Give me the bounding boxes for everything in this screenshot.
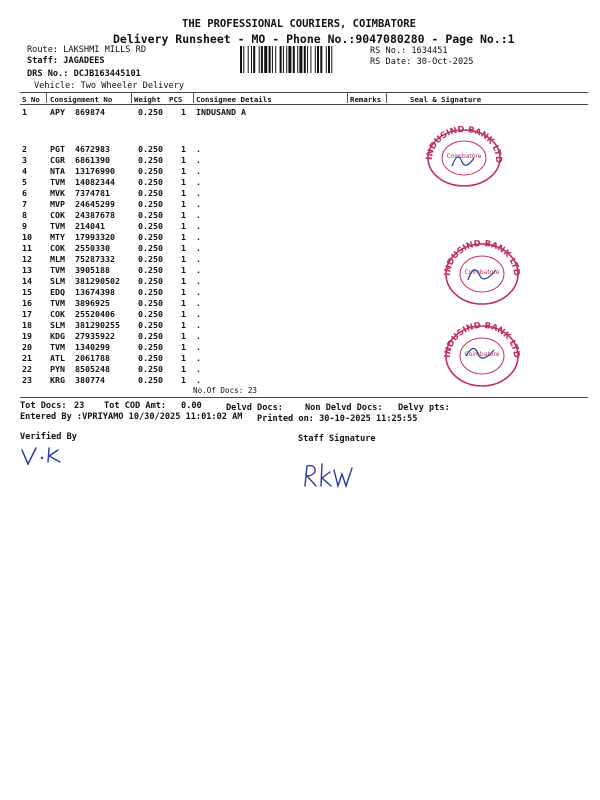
row-weight: 0.250 [138, 144, 163, 154]
tot-docs-label: Tot Docs: [20, 401, 67, 411]
row-weight: 0.250 [138, 298, 163, 308]
row-consignment-number: 14082344 [75, 177, 115, 187]
staff-signature [300, 458, 360, 492]
row-origin-code: ATL [50, 353, 65, 363]
row-sno: 21 [22, 353, 32, 363]
row-pcs: 1 [181, 375, 186, 385]
row-sno: 5 [22, 177, 27, 187]
col-header-consignee: Consignee Details [196, 95, 272, 104]
row-origin-code: PYN [50, 364, 65, 374]
row-sno: 1 [22, 107, 27, 117]
svg-text:INDUSIND BANK LTD: INDUSIND BANK LTD [442, 238, 522, 277]
row-consignment-number: 17993320 [75, 232, 115, 242]
row-weight: 0.250 [138, 232, 163, 242]
row-consignee: INDUSAND A [196, 107, 246, 117]
row-weight: 0.250 [138, 342, 163, 352]
row-origin-code: TVM [50, 221, 65, 231]
row-consignment-number: 75287332 [75, 254, 115, 264]
row-consignee: . [196, 144, 201, 154]
row-pcs: 1 [181, 309, 186, 319]
row-consignee: . [196, 309, 201, 319]
row-origin-code: COK [50, 243, 65, 253]
row-weight: 0.250 [138, 254, 163, 264]
row-sno: 9 [22, 221, 27, 231]
row-consignment-number: 7374781 [75, 188, 110, 198]
col-header-consignment: Consignment No [50, 95, 113, 104]
table-header-rule [20, 104, 588, 105]
row-consignee: . [196, 221, 201, 231]
route-label: Route: LAKSHMI MILLS RD [27, 45, 146, 55]
row-pcs: 1 [181, 199, 186, 209]
verified-signature [16, 442, 66, 470]
row-sno: 8 [22, 210, 27, 220]
row-consignment-number: 13674398 [75, 287, 115, 297]
row-origin-code: MTY [50, 232, 65, 242]
row-origin-code: TVM [50, 298, 65, 308]
row-consignee: . [196, 364, 201, 374]
row-pcs: 1 [181, 276, 186, 286]
col-sep [46, 92, 47, 103]
row-weight: 0.250 [138, 375, 163, 385]
row-weight: 0.250 [138, 107, 163, 117]
row-weight: 0.250 [138, 287, 163, 297]
svg-text:Coimbatore: Coimbatore [464, 351, 500, 358]
row-pcs: 1 [181, 320, 186, 330]
runsheet-title: Delivery Runsheet - MO - Phone No.:9047080280 - Page No.:1 [113, 32, 515, 46]
row-pcs: 1 [181, 144, 186, 154]
entered-by: Entered By :VPRIYAMO 10/30/2025 11:01:02 AM [20, 412, 243, 422]
row-pcs: 1 [181, 188, 186, 198]
svg-text:Coimbatore: Coimbatore [464, 269, 500, 276]
row-consignee: . [196, 210, 201, 220]
row-sno: 22 [22, 364, 32, 374]
verified-by-label: Verified By [20, 432, 77, 442]
row-consignment-number: 24387678 [75, 210, 115, 220]
row-weight: 0.250 [138, 177, 163, 187]
table-top-rule [20, 92, 588, 93]
row-origin-code: MLM [50, 254, 65, 264]
row-consignee: . [196, 155, 201, 165]
col-header-seal: Seal & Signature [410, 95, 482, 104]
row-pcs: 1 [181, 342, 186, 352]
col-header-remarks: Remarks [350, 95, 382, 104]
row-pcs: 1 [181, 155, 186, 165]
row-consignment-number: 24645299 [75, 199, 115, 209]
row-consignee: . [196, 331, 201, 341]
row-sno: 16 [22, 298, 32, 308]
tot-cod-label: Tot COD Amt: [104, 401, 167, 411]
row-consignment-number: 13176990 [75, 166, 115, 176]
row-pcs: 1 [181, 353, 186, 363]
row-pcs: 1 [181, 287, 186, 297]
col-sep [193, 92, 194, 103]
row-origin-code: COK [50, 210, 65, 220]
row-origin-code: NTA [50, 166, 65, 176]
row-sno: 15 [22, 287, 32, 297]
rs-date: RS Date: 30-Oct-2025 [370, 57, 474, 67]
drs-label: DRS No.: DCJB163445101 [27, 69, 141, 79]
row-weight: 0.250 [138, 243, 163, 253]
row-consignee: . [196, 353, 201, 363]
printed-on: Printed on: 30-10-2025 11:25:55 [257, 414, 418, 424]
tot-cod-value: 0.00 [181, 401, 202, 411]
row-sno: 18 [22, 320, 32, 330]
row-pcs: 1 [181, 221, 186, 231]
row-sno: 3 [22, 155, 27, 165]
row-origin-code: SLM [50, 320, 65, 330]
row-weight: 0.250 [138, 221, 163, 231]
row-weight: 0.250 [138, 188, 163, 198]
row-pcs: 1 [181, 364, 186, 374]
svg-text:INDUSIND BANK LTD: INDUSIND BANK LTD [442, 320, 522, 359]
row-sno: 4 [22, 166, 27, 176]
row-origin-code: TVM [50, 177, 65, 187]
col-sep [131, 92, 132, 103]
col-sep [386, 92, 387, 103]
row-consignee: . [196, 342, 201, 352]
row-consignee: . [196, 243, 201, 253]
row-origin-code: PGT [50, 144, 65, 154]
row-weight: 0.250 [138, 320, 163, 330]
row-consignment-number: 2550330 [75, 243, 110, 253]
row-consignee: . [196, 188, 201, 198]
row-origin-code: SLM [50, 276, 65, 286]
row-consignee: . [196, 265, 201, 275]
col-sep [347, 92, 348, 103]
row-weight: 0.250 [138, 309, 163, 319]
row-consignment-number: 6861390 [75, 155, 110, 165]
tot-docs-value: 23 [74, 401, 85, 411]
row-consignee: . [196, 232, 201, 242]
row-consignee: . [196, 166, 201, 176]
row-origin-code: APY [50, 107, 65, 117]
row-origin-code: KDG [50, 331, 65, 341]
row-origin-code: MVK [50, 188, 65, 198]
bank-seal-stamp [440, 236, 524, 306]
row-consignee: . [196, 375, 201, 385]
bank-seal-stamp [422, 122, 506, 188]
row-consignee: . [196, 287, 201, 297]
row-consignee: . [196, 320, 201, 330]
non-delvd-docs-label: Non Delvd Docs: [305, 403, 383, 413]
row-weight: 0.250 [138, 210, 163, 220]
row-origin-code: COK [50, 309, 65, 319]
row-consignment-number: 380774 [75, 375, 105, 385]
row-sno: 12 [22, 254, 32, 264]
row-pcs: 1 [181, 265, 186, 275]
svg-text:INDUSIND BANK LTD: INDUSIND BANK LTD [424, 124, 504, 164]
row-consignment-number: 381290255 [75, 320, 120, 330]
staff-label: Staff: JAGADEES [27, 56, 105, 66]
row-origin-code: CGR [50, 155, 65, 165]
svg-text:Coimbatore: Coimbatore [446, 153, 482, 160]
row-pcs: 1 [181, 243, 186, 253]
row-consignment-number: 1340299 [75, 342, 110, 352]
row-pcs: 1 [181, 177, 186, 187]
barcode [240, 46, 366, 73]
row-pcs: 1 [181, 254, 186, 264]
row-pcs: 1 [181, 232, 186, 242]
staff-signature-label: Staff Signature [298, 434, 376, 444]
row-sno: 23 [22, 375, 32, 385]
delvy-pts-label: Delvy pts: [398, 403, 450, 413]
row-origin-code: KRG [50, 375, 65, 385]
row-consignment-number: 25520406 [75, 309, 115, 319]
row-sno: 2 [22, 144, 27, 154]
row-sno: 20 [22, 342, 32, 352]
row-weight: 0.250 [138, 331, 163, 341]
row-weight: 0.250 [138, 155, 163, 165]
col-header-weight: Weight [134, 95, 161, 104]
row-origin-code: TVM [50, 265, 65, 275]
row-sno: 17 [22, 309, 32, 319]
bank-seal-stamp [440, 318, 524, 388]
row-sno: 19 [22, 331, 32, 341]
vehicle-label: Vehicle: Two Wheeler Delivery [34, 81, 185, 91]
row-origin-code: EDQ [50, 287, 65, 297]
row-consignee: . [196, 177, 201, 187]
row-consignment-number: 8505248 [75, 364, 110, 374]
row-origin-code: MVP [50, 199, 65, 209]
row-pcs: 1 [181, 210, 186, 220]
row-consignee: . [196, 199, 201, 209]
row-weight: 0.250 [138, 199, 163, 209]
row-consignee: . [196, 298, 201, 308]
company-title: THE PROFESSIONAL COURIERS, COIMBATORE [182, 18, 416, 30]
row-consignment-number: 3905188 [75, 265, 110, 275]
row-weight: 0.250 [138, 353, 163, 363]
row-consignment-number: 869874 [75, 107, 105, 117]
row-weight: 0.250 [138, 364, 163, 374]
col-header-sno: S No [22, 95, 40, 104]
row-consignment-number: 2061788 [75, 353, 110, 363]
row-sno: 6 [22, 188, 27, 198]
row-consignment-number: 381290502 [75, 276, 120, 286]
row-sno: 13 [22, 265, 32, 275]
row-pcs: 1 [181, 298, 186, 308]
row-consignment-number: 3896925 [75, 298, 110, 308]
table-bottom-rule [20, 397, 588, 398]
row-weight: 0.250 [138, 166, 163, 176]
row-sno: 10 [22, 232, 32, 242]
row-pcs: 1 [181, 331, 186, 341]
row-pcs: 1 [181, 166, 186, 176]
no-of-docs: No.Of Docs: 23 [193, 386, 258, 395]
col-header-pcs: PCS [169, 95, 183, 104]
row-consignment-number: 27935922 [75, 331, 115, 341]
row-consignment-number: 4672983 [75, 144, 110, 154]
row-consignee: . [196, 254, 201, 264]
rs-number: RS No.: 1634451 [370, 46, 448, 56]
delvd-docs-label: Delvd Docs: [226, 403, 283, 413]
row-weight: 0.250 [138, 276, 163, 286]
row-sno: 7 [22, 199, 27, 209]
row-sno: 11 [22, 243, 32, 253]
row-origin-code: TVM [50, 342, 65, 352]
row-pcs: 1 [181, 107, 186, 117]
row-sno: 14 [22, 276, 32, 286]
row-consignee: . [196, 276, 201, 286]
row-weight: 0.250 [138, 265, 163, 275]
row-consignment-number: 214041 [75, 221, 105, 231]
